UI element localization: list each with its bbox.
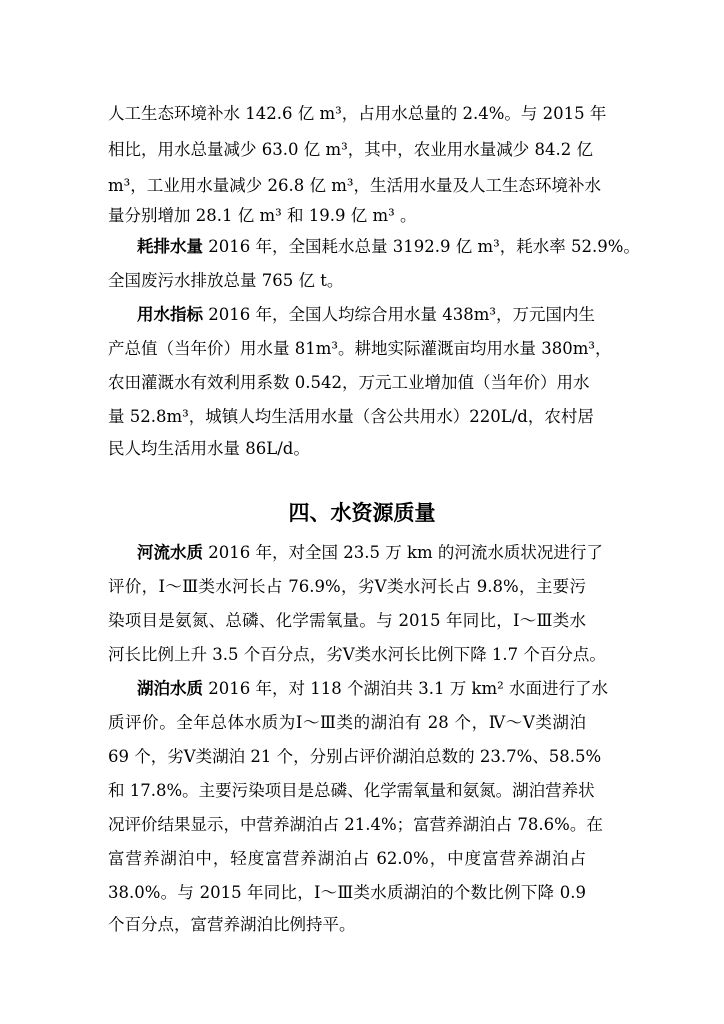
text-line: 况评价结果显示，中营养湖泊占 21.4%；富营养湖泊占 78.6%。在 [108,815,603,834]
text-line: 全国废污水排放总量 765 亿 t。 [108,271,344,290]
paragraph-first-line [137,542,603,564]
text-span: 2016 年，全国人均综合用水量 438m³，万元国内生 [203,305,595,324]
text-line: 38.0%。与 2015 年同比，Ⅰ～Ⅲ类水质湖泊的个数比例下降 0.9 [108,883,586,902]
text-line: 量分别增加 28.1 亿 m³ 和 19.9 亿 m³ 。 [108,206,417,225]
paragraph-keyword: 河流水质 [137,543,203,562]
text-line: 染项目是氨氮、总磷、化学需氧量。与 2015 年同比，Ⅰ～Ⅲ类水 [108,611,586,630]
text-line: 评价，Ⅰ～Ⅲ类水河长占 76.9%，劣Ⅴ类水河长占 9.8%，主要污 [108,577,586,596]
text-line: 民人均生活用水量 86L/d。 [108,439,310,458]
paragraph-keyword: 耗排水量 [137,237,203,256]
text-line: 69 个，劣Ⅴ类湖泊 21 个，分别占评价湖泊总数的 23.7%、58.5% [108,747,602,766]
text-line: 富营养湖泊中，轻度富营养湖泊占 62.0%，中度富营养湖泊占 [108,849,586,868]
text-line: 相比，用水总量减少 63.0 亿 m³，其中，农业用水量减少 84.2 亿 [108,140,593,159]
text-span: 2016 年，对全国 23.5 万 km 的河流水质状况进行了 [203,543,603,562]
section-heading: 四、水资源质量 [288,501,436,525]
text-line: m³，工业用水量减少 26.8 亿 m³，生活用水量及人工生态环境补水 [108,176,601,195]
text-span: 2016 年，全国耗水总量 3192.9 亿 m³，耗水率 52.9%。 [203,237,640,256]
text-span: 2016 年，对 118 个湖泊共 3.1 万 km² 水面进行了水 [203,679,608,698]
text-line: 个百分点，富营养湖泊比例持平。 [108,915,356,934]
text-line: 产总值（当年价）用水量 81m³。耕地实际灌溉亩均用水量 380m³， [108,339,612,358]
paragraph-first-line [137,304,595,326]
text-line: 和 17.8%。主要污染项目是总磷、化学需氧量和氨氮。湖泊营养状 [108,781,595,800]
paragraph-first-line [137,678,608,700]
text-line: 农田灌溉水有效利用系数 0.542，万元工业增加值（当年价）用水 [108,373,590,392]
text-line: 人工生态环境补水 142.6 亿 m³，占用水总量的 2.4%。与 2015 年 [108,104,607,123]
paragraph-first-line [137,236,640,258]
text-line: 量 52.8m³，城镇人均生活用水量（含公共用水）220L/d，农村居 [108,407,594,426]
paragraph-keyword: 用水指标 [137,305,203,324]
text-line: 河长比例上升 3.5 个百分点，劣Ⅴ类水河长比例下降 1.7 个百分点。 [108,645,606,664]
paragraph-keyword: 湖泊水质 [137,679,203,698]
text-line: 质评价。全年总体水质为Ⅰ～Ⅲ类的湖泊有 28 个，Ⅳ～Ⅴ类湖泊 [108,713,586,732]
